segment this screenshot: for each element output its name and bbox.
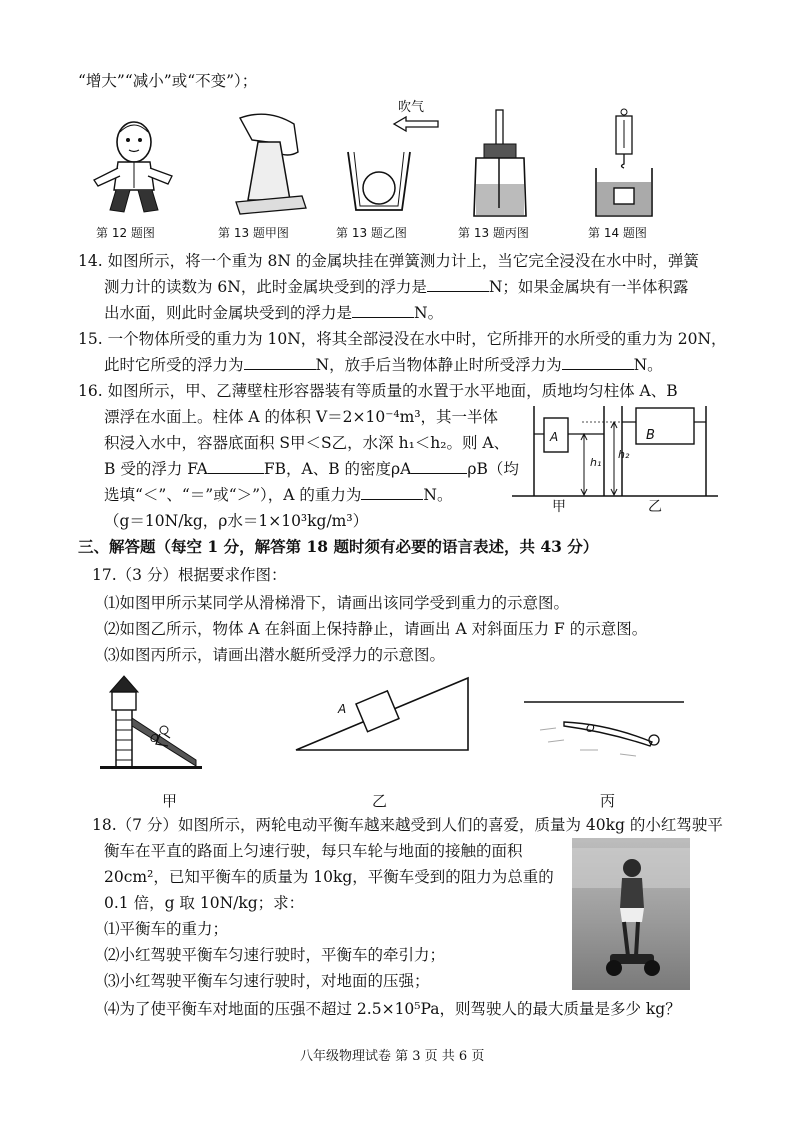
q16-line4: B 受的浮力 FA FB，A、B 的密度ρA ρB（均 <box>104 460 519 478</box>
page-footer: 八年级物理试卷 第 3 页 共 6 页 <box>300 1049 485 1064</box>
q14-blank2[interactable] <box>352 303 414 318</box>
caption-q13-bing: 第 13 题丙图 <box>458 226 529 240</box>
q18-line3: 20cm²，已知平衡车的质量为 10kg，平衡车受到的阻力为总重的 <box>104 868 554 886</box>
caption-q13-yi: 第 13 题乙图 <box>336 226 407 240</box>
blow-arrow-icon <box>392 116 440 132</box>
q17-title: 17.（3 分）根据要求作图： <box>92 566 287 584</box>
q13-bing-figure <box>468 108 532 220</box>
q17-item-1: ⑴如图甲所示某同学从滑梯滑下，请画出该同学受到重力的示意图。 <box>104 594 570 612</box>
section-3-heading: 三、解答题（每空 1 分，解答第 18 题时须有必要的语言表述，共 43 分） <box>78 537 599 556</box>
q14-line3: 出水面，则此时金属块受到的浮力是 N。 <box>104 304 444 322</box>
q15-blank2[interactable] <box>562 355 634 370</box>
q14-line2: 测力计的读数为 6N，此时金属块受到的浮力是 N；如果金属块有一半体积露 <box>104 278 689 296</box>
q16-figure <box>512 404 718 508</box>
q16-label-jia: 甲 <box>552 499 566 515</box>
q15-line1: 15. 一个物体所受的重力为 10N，将其全部浸没在水中时，它所排开的水所受的重力为 20N， <box>78 330 727 348</box>
q18-line1: 18.（7 分）如图所示，两轮电动平衡车越来越受到人们的喜爱，质量为 40kg 的小红驾驶平 <box>92 816 723 834</box>
q13-yi-figure <box>344 150 414 220</box>
q17-label-O-submarine: O <box>586 722 595 735</box>
q17-label-O-slide: O <box>150 732 159 745</box>
q16-line6: （g＝10N/kg，ρ水＝1×10³kg/m³） <box>104 512 369 530</box>
q17-label-bing: 丙 <box>600 792 616 810</box>
q17-label-A: A <box>338 702 347 716</box>
q18-line2: 衡车在平直的路面上匀速行驶，每只车轮与地面的接触的面积 <box>104 842 523 860</box>
caption-q13-jia: 第 13 题甲图 <box>218 226 289 240</box>
caption-q12: 第 12 题图 <box>96 226 155 240</box>
q15-line2: 此时它所受的浮力为 N，放手后当物体静止时所受浮力为 N。 <box>104 356 663 374</box>
q14-blank1[interactable] <box>427 277 489 292</box>
q16-label-yi: 乙 <box>648 499 662 515</box>
q15-blank1[interactable] <box>244 355 316 370</box>
q14-figure <box>592 108 656 220</box>
q18-item-2: ⑵小红驾驶平衡车匀速行驶时，平衡车的牵引力； <box>104 946 446 964</box>
q17-label-yi: 乙 <box>372 792 388 810</box>
q18-item-3: ⑶小红驾驶平衡车匀速行驶时，对地面的压强； <box>104 972 430 990</box>
q11-tail-line: “增大”“减小”或“不变”）； <box>78 72 258 90</box>
blow-label: 吹气 <box>398 100 425 115</box>
q16-label-h2: h₂ <box>618 448 630 461</box>
q18-balance-scooter-photo <box>572 838 690 990</box>
q18-item-4: ⑷为了使平衡车对地面的压强不超过 2.5×10⁵Pa，则驾驶人的最大质量是多少 kg？ <box>104 1000 681 1018</box>
q12-figure <box>88 118 176 220</box>
q16-blank2[interactable] <box>411 459 467 474</box>
q17-item-2: ⑵如图乙所示，物体 A 在斜面上保持静止，请画出 A 对斜面压力 F 的示意图。 <box>104 620 648 638</box>
q17-item-3: ⑶如图丙所示，请画出潜水艇所受浮力的示意图。 <box>104 646 446 664</box>
q17-jia-slide-figure <box>98 674 204 770</box>
q16-label-A: A <box>550 430 559 444</box>
q18-item-1: ⑴平衡车的重力； <box>104 920 229 938</box>
caption-q14: 第 14 题图 <box>588 226 647 240</box>
q16-line5: 选填“＜”、“＝”或“＞”），A 的重力为 N。 <box>104 486 453 504</box>
q17-yi-incline-figure <box>292 674 474 754</box>
q16-label-B: B <box>646 428 655 443</box>
q17-bing-submarine-figure <box>520 700 688 770</box>
q16-blank3[interactable] <box>361 485 423 500</box>
q14-line1: 14. 如图所示，将一个重为 8N 的金属块挂在弹簧测力计上，当它完全浸没在水中时，弹簧 <box>78 252 699 270</box>
q16-line3: 积浸入水中，容器底面积 S甲＜S乙，水深 h₁＜h₂。则 A、 <box>104 434 510 452</box>
q13-jia-figure <box>218 112 310 218</box>
q17-label-jia: 甲 <box>162 792 178 810</box>
q16-line2: 漂浮在水面上。柱体 A 的体积 V＝2×10⁻⁴m³，其一半体 <box>104 408 499 426</box>
q16-blank1[interactable] <box>208 459 264 474</box>
q18-line4: 0.1 倍，g 取 10N/kg；求： <box>104 894 305 912</box>
q16-line1: 16. 如图所示，甲、乙薄壁柱形容器装有等质量的水置于水平地面，质地均匀柱体 A、B <box>78 382 678 400</box>
q16-label-h1: h₁ <box>590 456 602 469</box>
